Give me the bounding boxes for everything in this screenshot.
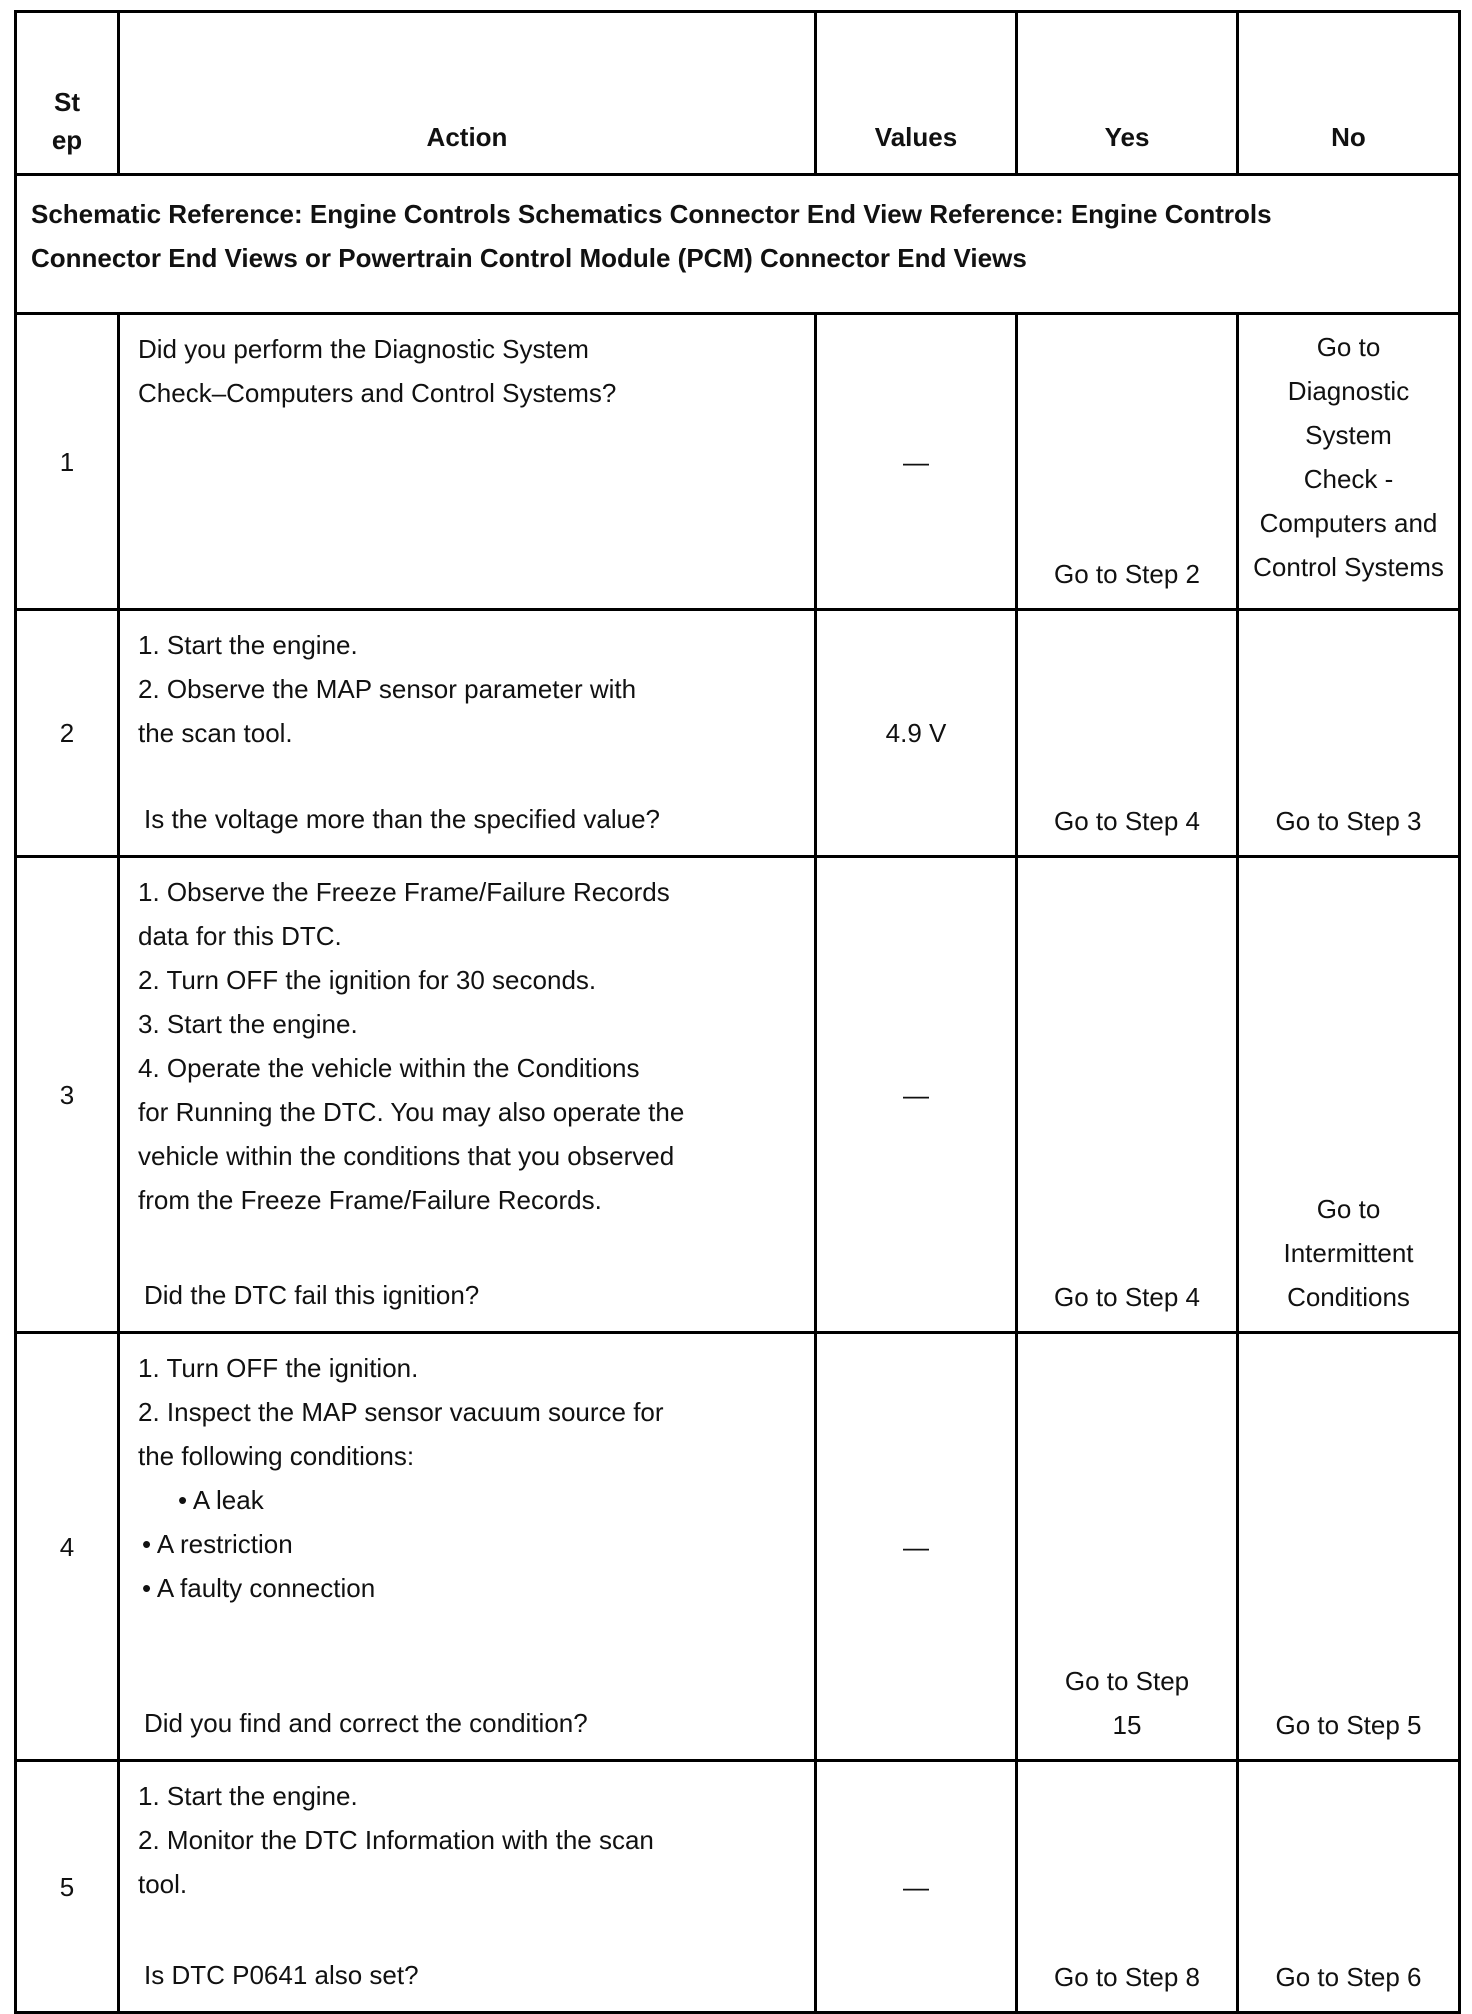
action-line: 3. Start the engine.: [138, 1009, 358, 1039]
schematic-reference: [16, 175, 1460, 314]
action-line: data for this DTC.: [138, 921, 342, 951]
no-link[interactable]: Go to Step 5: [1275, 1710, 1422, 1740]
diagnostic-table: [14, 10, 1461, 2014]
action-line: from the Freeze Frame/Failure Records.: [138, 1185, 602, 1215]
action-line: 2. Monitor the DTC Information with the scan: [138, 1825, 654, 1855]
no-link[interactable]: Go to Diagnostic System Check - Computers and Control Systems: [1253, 332, 1444, 582]
bullet-line: • A faulty connection: [142, 1573, 376, 1603]
value-cell: —: [816, 1333, 1017, 1761]
action-cell: [119, 610, 816, 857]
table-row: [16, 1333, 1460, 1761]
yes-cell: [1017, 610, 1238, 857]
no-cell: [1238, 610, 1460, 857]
table-header-row: [16, 12, 1460, 175]
action-question: Is the voltage more than the specified value?: [144, 804, 660, 834]
action-column-header: Action: [119, 12, 816, 175]
schematic-reference-row: [16, 175, 1460, 314]
no-link[interactable]: Go to Intermittent Conditions: [1283, 1194, 1414, 1312]
action-question: Is DTC P0641 also set?: [144, 1960, 419, 1990]
no-cell: [1238, 857, 1460, 1333]
yes-link[interactable]: Go to Step 15: [1064, 1666, 1190, 1740]
step-number: 4: [16, 1333, 119, 1761]
yes-link[interactable]: Go to Step 4: [1054, 1282, 1200, 1312]
schematic-reference-line-2: Connector End Views or Powertrain Control Module (PCM) Connector End Views: [31, 243, 1027, 273]
yes-column-header: Yes: [1017, 12, 1238, 175]
action-question: Did you find and correct the condition?: [144, 1708, 588, 1738]
action-line: 4. Operate the vehicle within the Conditions: [138, 1053, 640, 1083]
yes-link[interactable]: Go to Step 2: [1054, 559, 1200, 589]
table-row: [16, 314, 1460, 610]
action-question: Did the DTC fail this ignition?: [144, 1280, 480, 1310]
table-row: [16, 1761, 1460, 2013]
no-cell: [1238, 1333, 1460, 1761]
diagnostic-table-page: [14, 10, 1458, 1992]
action-line: vehicle within the conditions that you observed: [138, 1141, 675, 1171]
value-cell: —: [816, 857, 1017, 1333]
yes-cell: [1017, 1761, 1238, 2013]
no-cell: [1238, 314, 1460, 610]
no-column-header: No: [1238, 12, 1460, 175]
table-row: [16, 857, 1460, 1333]
action-line: Did you perform the Diagnostic System: [138, 334, 589, 364]
yes-cell: [1017, 314, 1238, 610]
action-line: 1. Turn OFF the ignition.: [138, 1353, 419, 1383]
table-row: [16, 610, 1460, 857]
action-line: for Running the DTC. You may also operate the: [138, 1097, 685, 1127]
action-line: 2. Observe the MAP sensor parameter with: [138, 674, 637, 704]
values-column-header: Values: [816, 12, 1017, 175]
value-cell: —: [816, 1761, 1017, 2013]
action-cell: [119, 314, 816, 610]
no-cell: [1238, 1761, 1460, 2013]
step-number: 3: [16, 857, 119, 1333]
yes-link[interactable]: Go to Step 8: [1054, 1962, 1200, 1992]
action-line: Check–Computers and Control Systems?: [138, 378, 617, 408]
action-line: the scan tool.: [138, 718, 293, 748]
action-cell: [119, 857, 816, 1333]
action-line: the following conditions:: [138, 1441, 415, 1471]
action-line: tool.: [138, 1869, 188, 1899]
action-line: 2. Turn OFF the ignition for 30 seconds.: [138, 965, 597, 995]
yes-cell: [1017, 1333, 1238, 1761]
yes-cell: [1017, 857, 1238, 1333]
action-cell: [119, 1761, 816, 2013]
bullet-line: • A restriction: [142, 1529, 293, 1559]
value-cell: —: [816, 314, 1017, 610]
yes-link[interactable]: Go to Step 4: [1054, 806, 1200, 836]
action-cell: [119, 1333, 816, 1761]
step-column-header: St ep: [16, 12, 119, 175]
step-number: 2: [16, 610, 119, 857]
schematic-reference-line-1: Schematic Reference: Engine Controls Schematics Connector End View Reference: Engine Controls: [31, 199, 1272, 229]
step-number: 5: [16, 1761, 119, 2013]
value-cell: 4.9 V: [816, 610, 1017, 857]
action-line: 1. Start the engine.: [138, 630, 358, 660]
action-line: 1. Start the engine.: [138, 1781, 358, 1811]
no-link[interactable]: Go to Step 3: [1275, 806, 1422, 836]
action-line: 2. Inspect the MAP sensor vacuum source for: [138, 1397, 664, 1427]
action-line: 1. Observe the Freeze Frame/Failure Records: [138, 877, 670, 907]
step-number: 1: [16, 314, 119, 610]
no-link[interactable]: Go to Step 6: [1275, 1962, 1422, 1992]
bullet-line: • A leak: [178, 1485, 264, 1515]
